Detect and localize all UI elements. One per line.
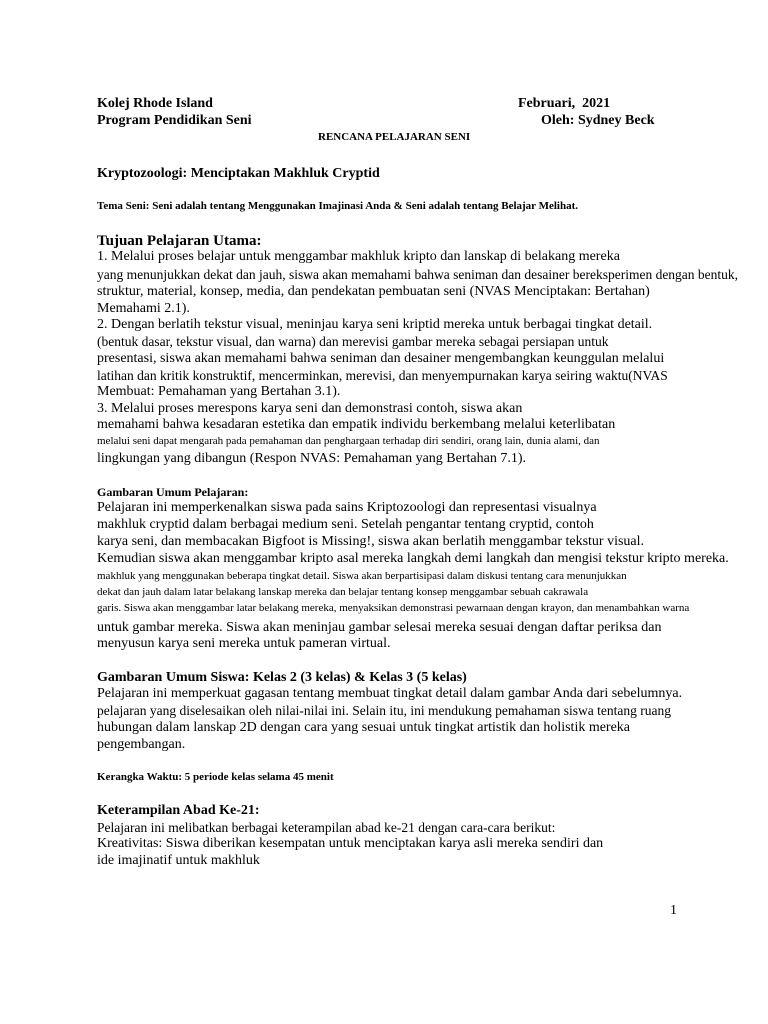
overview-line: garis. Siswa akan menggambar latar belakang mereka, menyaksikan demonstrasi pewarnaan dengan krayon, dan menambahkan warna	[97, 602, 690, 614]
objective-line: melalui seni dapat mengarah pada pemahaman dan penghargaan terhadap diri sendiri, orang lain, dunia alami, dan	[97, 435, 600, 447]
skills-line: Kreativitas: Siswa diberikan kesempatan untuk menciptakan karya asli mereka sendiri dan	[97, 836, 604, 851]
document-date: Februari, 2021	[518, 96, 611, 111]
objective-line: Membuat: Pemahaman yang Bertahan 3.1).	[97, 384, 341, 399]
page-number: 1	[670, 903, 677, 918]
student-overview-line: Pelajaran ini memperkuat gagasan tentang membuat tingkat detail dalam gambar Anda dari sebelumnya.	[97, 686, 683, 701]
author-name: Oleh: Sydney Beck	[541, 113, 655, 128]
objective-line: 1. Melalui proses belajar untuk menggambar makhluk kripto dan lanskap di belakang mereka	[97, 249, 620, 264]
objective-line: memahami bahwa kesadaran estetika dan empatik individu berkembang melalui keterlibatan	[97, 417, 616, 432]
objective-line: lingkungan yang dibangun (Respon NVAS: Pemahaman yang Bertahan 7.1).	[97, 451, 527, 466]
institution-name: Kolej Rhode Island	[97, 96, 213, 111]
time-frame: Kerangka Waktu: 5 periode kelas selama 45 menit	[97, 771, 334, 783]
art-theme: Tema Seni: Seni adalah tentang Menggunakan Imajinasi Anda & Seni adalah tentang Belajar Melihat.	[97, 200, 579, 212]
objectives-heading: Tujuan Pelajaran Utama:	[97, 233, 262, 249]
objective-line: latihan dan kritik konstruktif, mencerminkan, merevisi, dan menyempurnakan karya seiring waktu(NVAS	[97, 368, 668, 383]
objective-line: (bentuk dasar, tekstur visual, dan warna) dan merevisi gambar mereka sebagai persiapan untuk	[97, 334, 609, 349]
overview-line: untuk gambar mereka. Siswa akan meninjau gambar selesai mereka sesuai dengan daftar periksa dan	[97, 620, 662, 635]
program-name: Program Pendidikan Seni	[97, 113, 252, 128]
overview-line: Kemudian siswa akan menggambar kripto asal mereka langkah demi langkah dan mengisi tekstur kripto mereka.	[97, 551, 729, 566]
objective-line: presentasi, siswa akan memahami bahwa seniman dan desainer mengembangkan keunggulan melalui	[97, 351, 665, 366]
skills-line: ide imajinatif untuk makhluk	[97, 853, 260, 868]
student-overview-line: hubungan dalam lanskap 2D dengan cara yang sesuai untuk tingkat artistik dan holistik mereka	[97, 720, 631, 735]
plan-type: RENCANA PELAJARAN SENI	[318, 131, 471, 143]
lesson-title: Kryptozoologi: Menciptakan Makhluk Cryptid	[97, 166, 380, 181]
objective-line: 3. Melalui proses merespons karya seni dan demonstrasi contoh, siswa akan	[97, 401, 523, 416]
overview-line: menyusun karya seni mereka untuk pameran virtual.	[97, 636, 391, 651]
lesson-overview-heading: Gambaran Umum Pelajaran:	[97, 485, 249, 499]
overview-line: makhluk cryptid dalam berbagai medium seni. Setelah pengantar tentang cryptid, contoh	[97, 517, 594, 532]
overview-line: Pelajaran ini memperkenalkan siswa pada sains Kriptozoologi dan representasi visualnya	[97, 500, 597, 515]
overview-line: makhluk yang menggunakan beberapa tingkat detail. Siswa akan berpartisipasi dalam diskusi tentang cara menunjukkan	[97, 570, 627, 582]
objective-line: 2. Dengan berlatih tekstur visual, meninjau karya seni kriptid mereka untuk berbagai tingkat detail.	[97, 317, 653, 332]
overview-line: dekat dan jauh dalam latar belakang lanskap mereka dan belajar tentang konsep menggambar sebuah cakrawala	[97, 586, 589, 598]
student-overview-line: pelajaran yang diselesaikan oleh nilai-nilai ini. Selain itu, ini mendukung pemahaman siswa tentang ruang	[97, 703, 671, 718]
student-overview-line: pengembangan.	[97, 737, 186, 752]
skills-line: Pelajaran ini melibatkan berbagai keterampilan abad ke-21 dengan cara-cara berikut:	[97, 820, 556, 835]
objective-line: struktur, material, konsep, media, dan pendekatan pembuatan seni (NVAS Menciptakan: Bertahan)	[97, 284, 650, 299]
skills-heading: Keterampilan Abad Ke-21:	[97, 803, 260, 818]
objective-line: yang menunjukkan dekat dan jauh, siswa akan memahami bahwa seniman dan desainer bereksperimen dengan bentuk,	[97, 267, 739, 282]
student-overview-heading: Gambaran Umum Siswa: Kelas 2 (3 kelas) & Kelas 3 (5 kelas)	[97, 670, 467, 685]
objective-line: Memahami 2.1).	[97, 301, 190, 316]
overview-line: karya seni, dan membacakan Bigfoot is Missing!, siswa akan berlatih menggambar tekstur visual.	[97, 534, 645, 549]
